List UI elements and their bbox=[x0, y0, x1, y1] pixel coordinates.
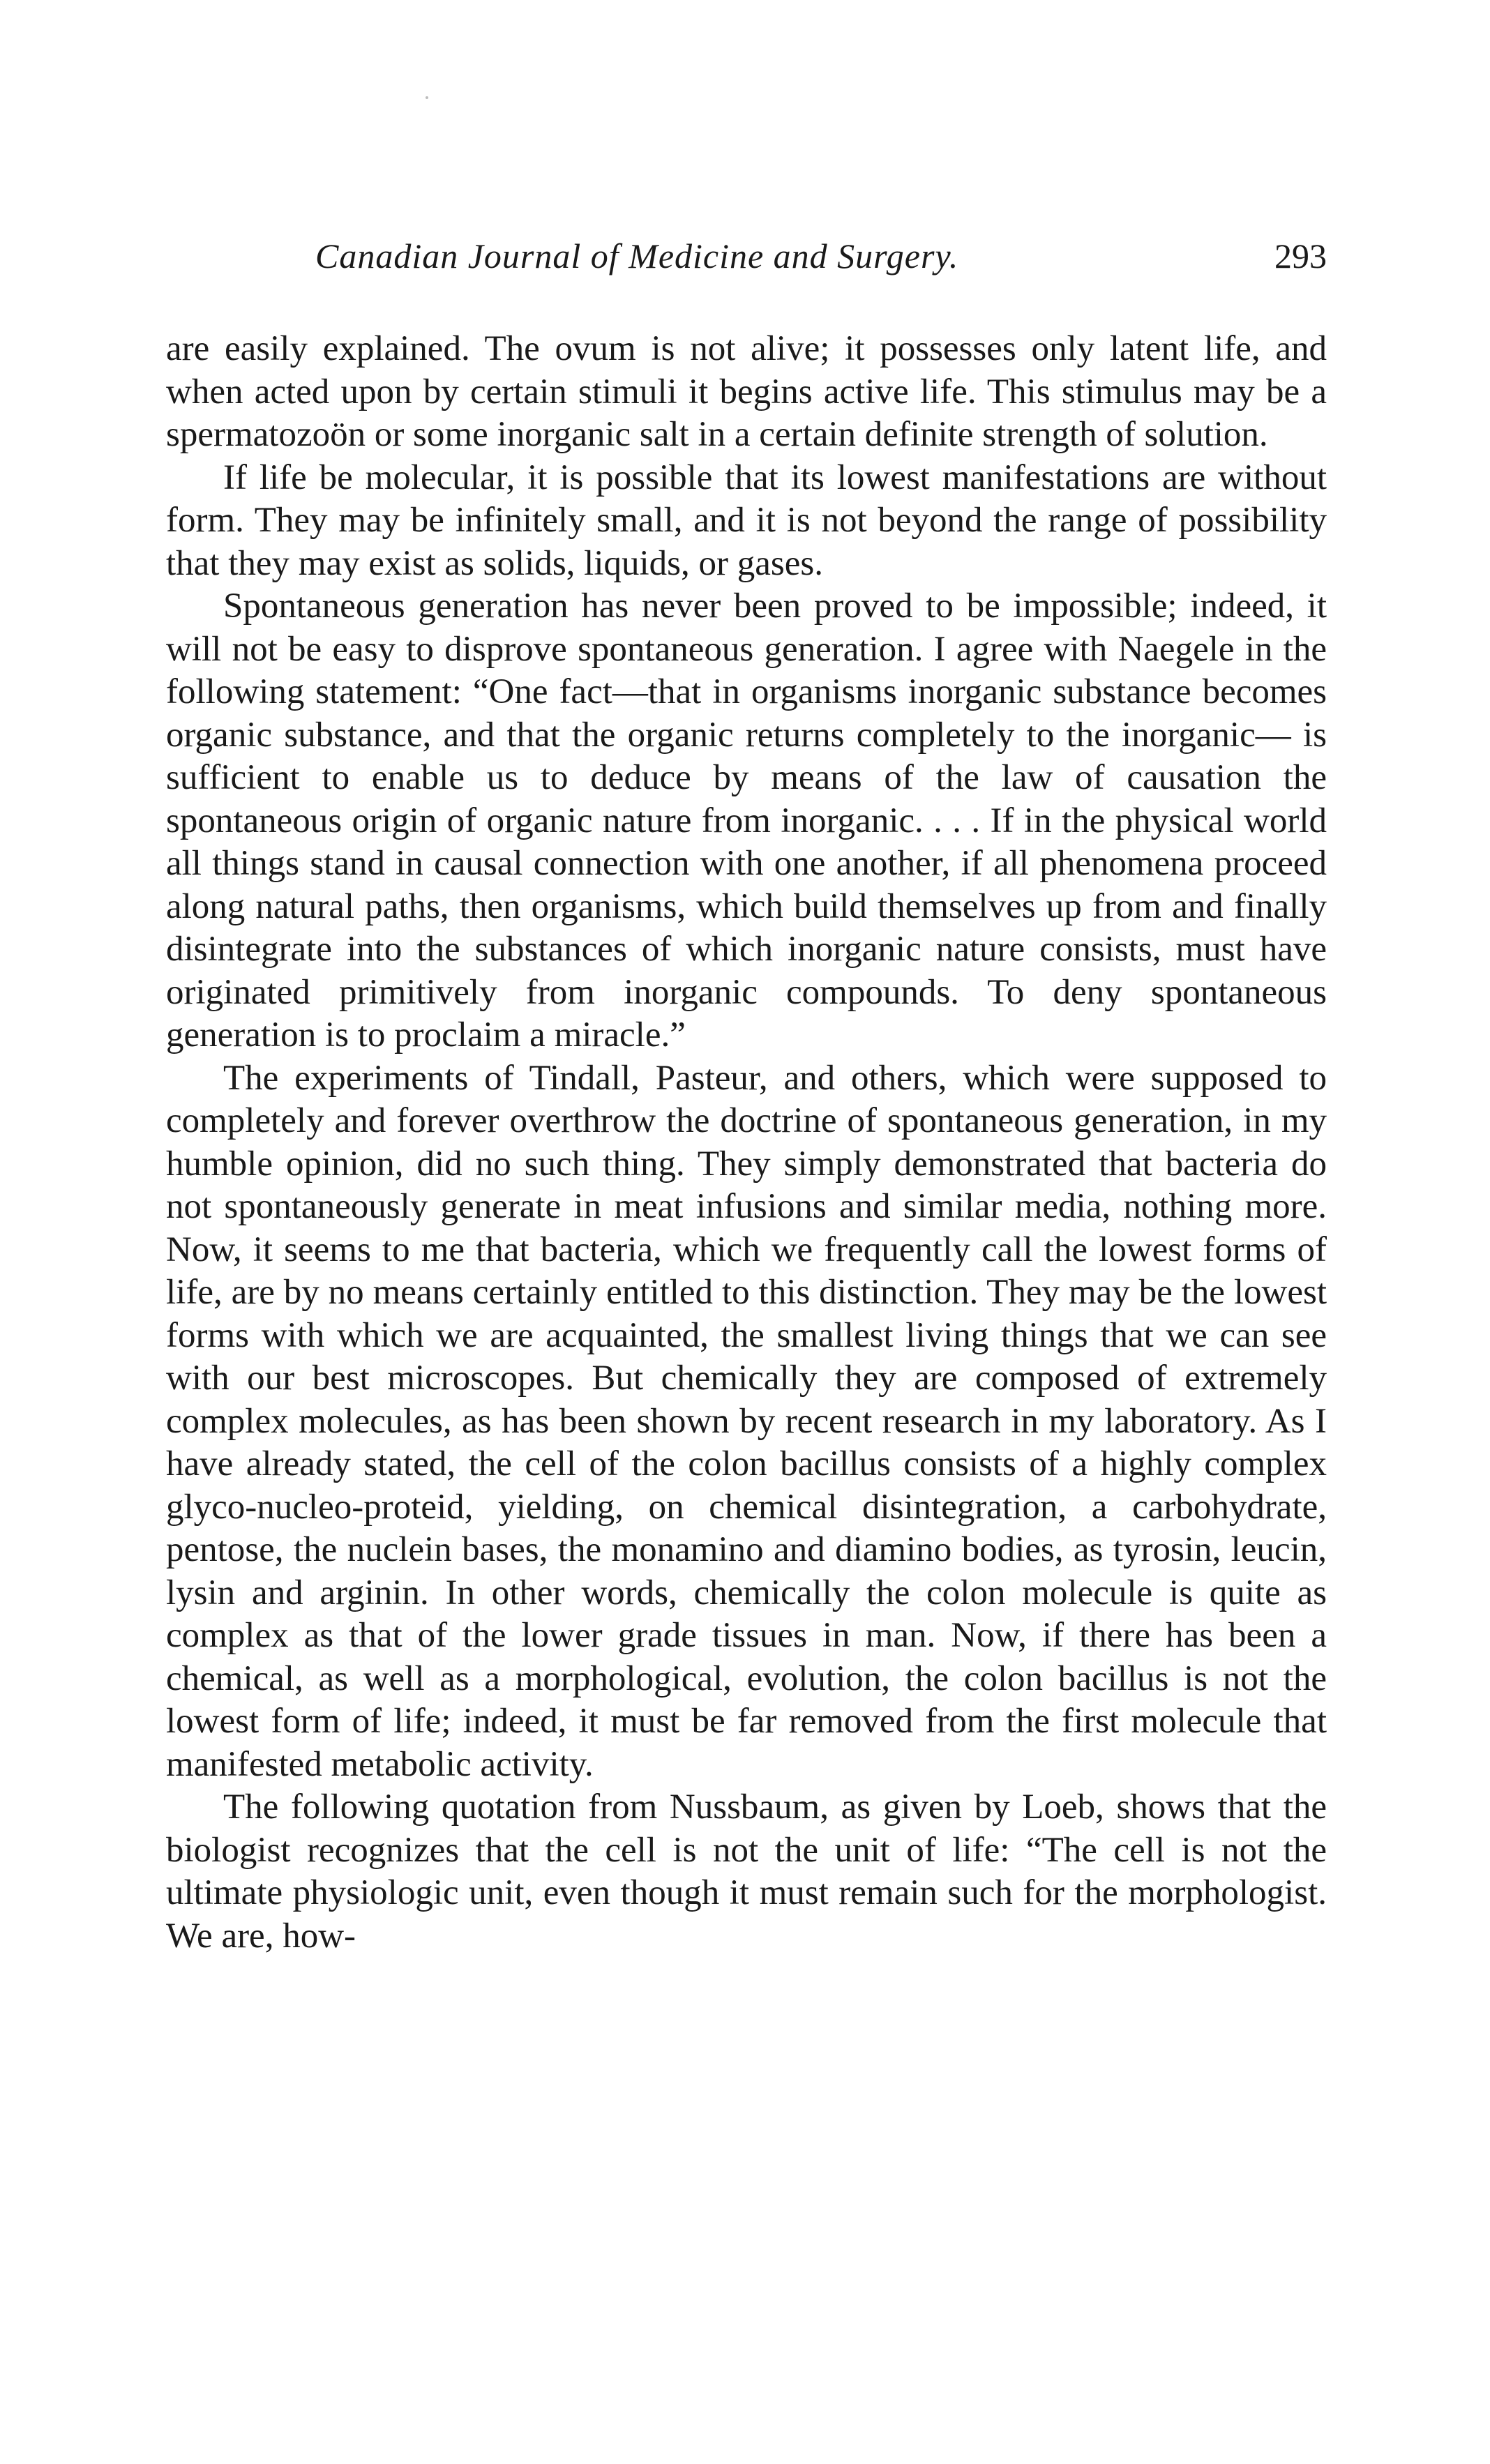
page-number: 293 bbox=[1274, 236, 1327, 275]
running-head bbox=[166, 222, 1327, 292]
paragraph-ovum: are easily explained. The ovum is not alive; it possesses only latent life, and when acted upon by certain stimuli it begins active life. This stimulus may be a spermatozoön or some inorganic salt in a certain definite strength of solution. bbox=[166, 329, 1327, 454]
scan-speck bbox=[426, 96, 428, 99]
body-text bbox=[166, 328, 1327, 1958]
journal-page bbox=[166, 222, 1327, 1958]
paragraph-experiments: The experiments of Tindall, Pasteur, and others, which were supposed to completely and forever overthrow the doctrine of spontaneous generation, in my humble opinion, did no such thing. They simply demonstrated that bacteria do not spontaneously generate in meat infusions and similar media, nothing more. Now, it seems to me that bacteria, which we frequently call the lowest forms of life, are by no means certainly entitled to this distinction. They may be the lowest forms with which we are acquainted, the smallest living things that we can see with our best microscopes. But chemically they are composed of extremely complex molecules, as has been shown by recent research in my laboratory. As I have already stated, the cell of the colon bacillus consists of a highly complex glyco-nucleo-proteid, yielding, on chemical disintegration, a carbohydrate, pentose, the nuclein bases, the monamino and diamino bodies, as tyrosin, leucin, lysin and arginin. In other words, chemically the colon molecule is quite as complex as that of the lower grade tissues in man. Now, if there has been a chemical, as well as a morphological, evolution, the colon bacillus is not the lowest form of life; indeed, it must be far removed from the first molecule that manifested metabolic activity. bbox=[166, 1058, 1327, 1784]
paragraph-molecular-life: If life be molecular, it is possible that its lowest manifestations are without form. They may be infinitely small, and it is not beyond the range of possibility that they may exist as solids, liquids, or gases. bbox=[166, 458, 1327, 583]
paragraph-spontaneous-generation: Spontaneous generation has never been proved to be impossible; indeed, it will not be easy to disprove spontaneous generation. I agree with Naegele in the following statement: “One fact—that in organisms inorganic substance becomes organic substance, and that the organic returns completely to the inorganic— is sufficient to enable us to deduce by means of the law of causation the spontaneous origin of organic nature from inorganic. . . . If in the physical world all things stand in causal connection with one another, if all phenomena proceed along natural paths, then organisms, which build themselves up from and finally disintegrate into the substances of which inorganic nature consists, must have originated primitively from inorganic compounds. To deny spontaneous generation is to proclaim a miracle.” bbox=[166, 587, 1327, 1055]
running-title: Canadian Journal of Medicine and Surgery. bbox=[315, 236, 959, 275]
paragraph-nussbaum-quotation: The following quotation from Nussbaum, as given by Loeb, shows that the biologist recognizes that the cell is not the unit of life: “The cell is not the ultimate physiologic unit, even though it must remain such for the morphologist. We are, how- bbox=[166, 1787, 1327, 1956]
